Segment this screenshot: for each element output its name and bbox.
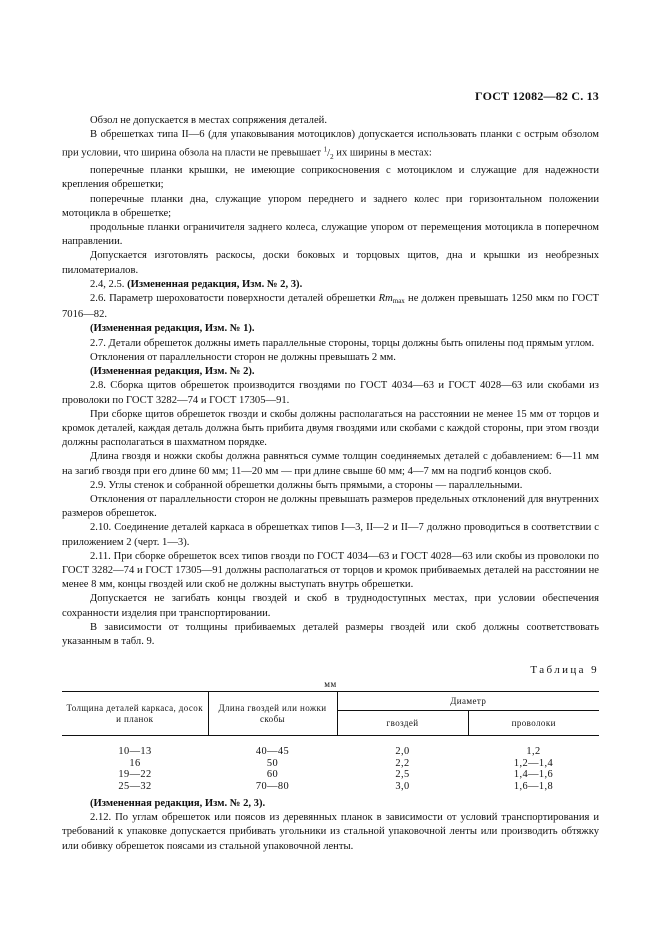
header-length: Длина гвоздей или ножки скобы [208,692,337,736]
paragraph: 2.7. Детали обрешеток должны иметь параллельные стороны, торцы должны быть опилены под прямым углом. [90,337,595,349]
fraction-half: $^1/_2$ [323,145,334,162]
page-header: ГОСТ 12082—82 С. 13 [475,89,599,103]
paragraph: В зависимости от толщины прибиваемых деталей размеры гвоздей или скоб должны соответствовать указанным в табл. 9. [62,621,599,647]
amendment-note: (Измененная редакция, Изм. № 1). [90,323,255,335]
table-units: мм [324,679,337,689]
paragraph: 2.8. Сборка щитов обрешеток производится гвоздями по ГОСТ 4034—63 и ГОСТ 4028—63 или скобами из проволоки по ГОСТ 3282—74 и ГОСТ 17305—91. [62,380,599,406]
paragraph: В обрешетках типа II—6 (для упаковывания мотоциклов) допускается использовать планки с острым обзолом при условии, что ширина обзола на пласти не превышает $^1/_2$ их ширины в местах: [62,129,599,162]
header-nails: гвоздей [337,711,468,736]
paragraph: Допускается не загибать концы гвоздей и скоб в труднодоступных местах, при условии обеспечения сохранности изделия при транспортировании. [62,593,599,619]
paragraph: 2.10. Соединение деталей каркаса в обрешетках типов I—3, II—2 и II—7 должно проводиться в соответствии с приложением 2 (черт. 1—3). [62,522,599,548]
header-diameter: Диаметр [337,692,599,711]
paragraph: продольные планки ограничителя заднего колеса, служащие упором от перемещения мотоцикла в поперечном направлении. [62,222,599,248]
amendment-note: (Измененная редакция, Изм. № 2, 3). [90,798,266,809]
amendment-note: (Измененная редакция, Изм. № 2). [90,366,255,378]
paragraph: Допускается изготовлять раскосы, доски боковых и торцовых щитов, дна и крышки из необрезных пиломатериалов. [62,250,599,276]
paragraph: 2.9. Углы стенок и собранной обрешетки должны быть прямыми, а стороны — параллельными. [90,479,523,491]
paragraph: 2.4, 2.5. (Измененная редакция, Изм. № 2, 3). [90,278,303,290]
paragraph: Отклонения от параллельности сторон не должны превышать 2 мм. [90,351,396,363]
table-row: 25—32 70—80 3,0 1,6—1,8 [118,780,554,792]
table-row: 19—22 60 2,5 1,4—1,6 [118,769,554,781]
document-body-after-table [62,797,599,854]
paragraph: 2.12. По углам обрешеток или поясов из деревянных планок в зависимости от условий транспортирования и требований к упаковке допускается прибивать угольники из стальной упаковочной ленты или производить обтяжку или обивку обрешеток поясами из стальной упаковочной ленты. [62,812,599,852]
paragraph: При сборке щитов обрешеток гвозди и скобы должны располагаться на расстоянии не менее 15 мм от торцов и кромок деталей, каждая деталь должна быть прибита двумя гвоздями или скобами с каждой стороны, при этом гвозди должны располагаться в шахматном порядке. [62,408,599,449]
amendment-note: (Измененная редакция, Изм. № 2, 3). [127,278,303,290]
paragraph: поперечные планки дна, служащие упором переднего и заднего колес при горизонтальном положении мотоцикла в обрешетке; [62,193,599,219]
header-thickness: Толщина деталей каркаса, досок и планок [62,692,208,736]
document-body [62,114,599,649]
paragraph: Отклонения от параллельности сторон не должны превышать размеров предельных отклонений для внутренних размеров обрешеток. [62,493,599,520]
paragraph: 2.6. Параметр шероховатости поверхности деталей обрешетки $Rm_{max}$ не должен превышать 1250 мкм по ГОСТ 7016—82. [62,293,600,321]
table-row: 16 50 2,2 1,2—1,4 [129,757,554,769]
paragraph: Обзол не допускается в местах сопряжения деталей. [90,115,327,126]
header-wire: проволоки [468,711,599,736]
paragraph: поперечные планки крышки, не имеющие соприкосновения с мотоциклом и служащие для надежности крепления обрешетки; [62,165,599,191]
nail-size-table [62,691,599,792]
table-row: 10—13 40—45 2,0 1,2 [118,746,541,757]
paragraph: 2.11. При сборке обрешеток всех типов гвозди по ГОСТ 4034—63 и ГОСТ 4028—63 или скобы из проволоки по ГОСТ 3282—74 и ГОСТ 17305—91 должны располагаться от торцов и кромок прибиваемых деталей на расстоянии не менее 8 мм, концы гвоздей или скоб не должны выступать внутрь обрешетки. [62,550,599,591]
table-caption: Таблица 9 [530,664,599,676]
paragraph: Длина гвоздя и ножки скобы должна равняться сумме толщин соединяемых деталей с добавлением: 6—11 мм на загиб гвоздя при его длине 60 мм; 11—20 мм — при длине свыше 60 мм; 4—7 мм на подгиб концов скоб. [62,451,599,477]
